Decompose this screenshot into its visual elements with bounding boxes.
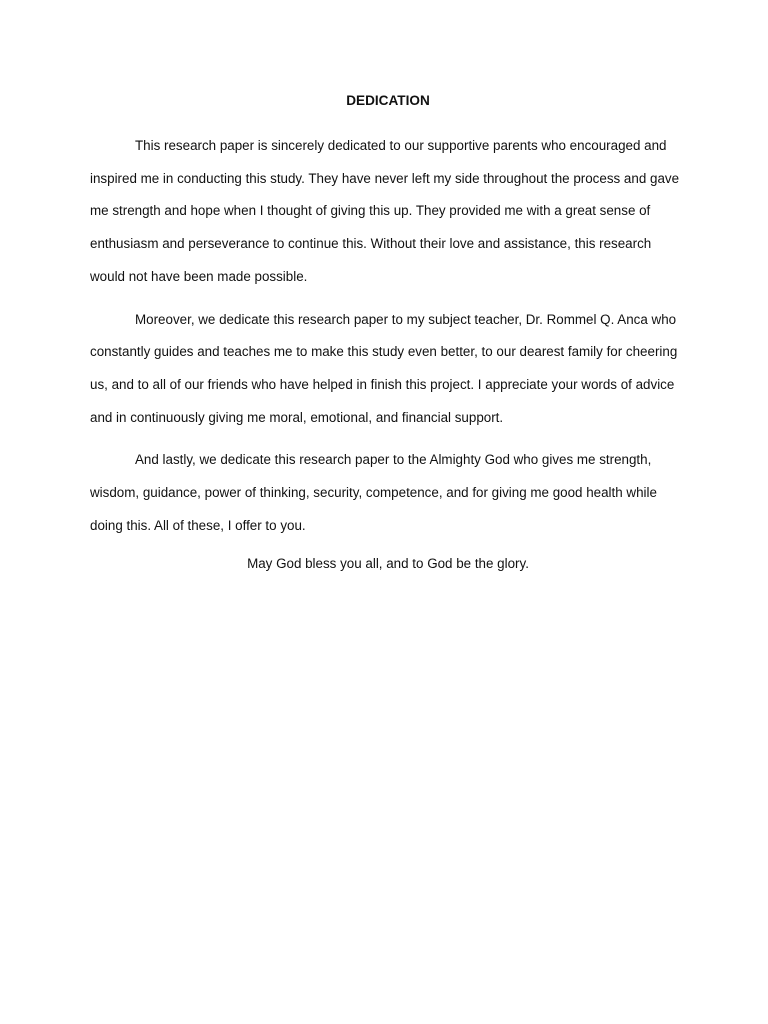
dedication-paragraph-3: And lastly, we dedicate this research paper to the Almighty God who gives me strength, wisdom, guidance, power of thinking, security, competence, and for giving me good health while doing this. All of these, I offer to you.: [90, 452, 657, 533]
dedication-paragraph-1: This research paper is sincerely dedicated to our supportive parents who encouraged and inspired me in conducting this study. They have never left my side throughout the process and gave me strength and hope when I thought of giving this up. They provided me with a great sense of enthusiasm and perseverance to continue this. Without their love and assistance, this research would not have been made possible.: [90, 138, 680, 284]
closing-line: May God bless you all, and to God be the glory.: [247, 556, 529, 572]
page-title: DEDICATION: [346, 93, 430, 108]
document-body: [90, 92, 686, 576]
dedication-paragraph-2: Moreover, we dedicate this research paper to my subject teacher, Dr. Rommel Q. Anca who constantly guides and teaches me to make this study even better, to our dearest family for cheering us, and to all of our friends who have helped in finish this project. I appreciate your words of advice and in continuously giving me moral, emotional, and financial support.: [90, 311, 678, 425]
